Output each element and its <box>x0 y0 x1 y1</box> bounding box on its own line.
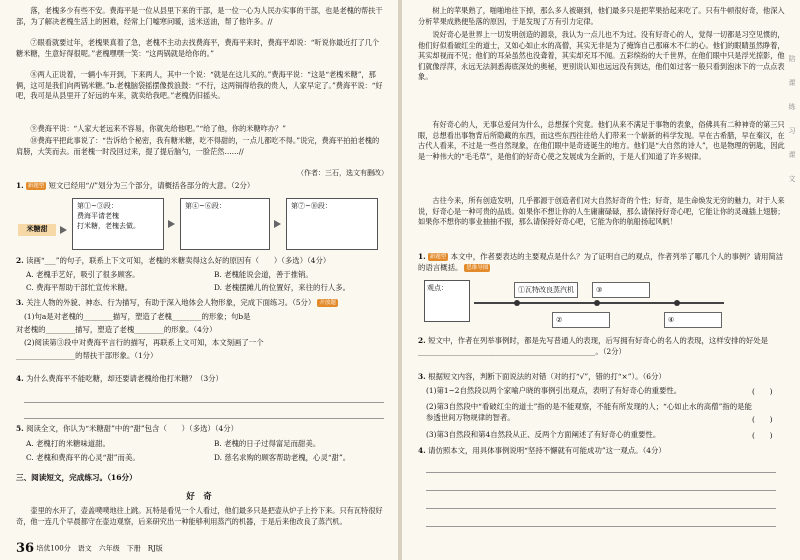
mindmap-box-2[interactable]: 第④~⑥段： <box>180 198 270 250</box>
option-b[interactable]: B. 老槐的日子过得富足而甜美。 <box>214 439 321 448</box>
right-page <box>402 0 800 560</box>
timeline-dot <box>674 300 680 306</box>
option-c[interactable]: C. 老槐和费海平的心灵“甜”而美。 <box>26 453 140 462</box>
paragraph: ⑧两人正说着，一辆小车开到，下来两人，其中一个说：“就是在这儿买的。”费海平说：“这是“老槐米糖”，那俩，这可是我们向两锅米糖。”b.老槐脑袋摇摆像拨浪鼓：“不行，这两锅得给我的贵人，人家早定了。”费海平说：“好吧，我可是从县里开了好远的车来，就卖给我吧。”老槐仍旧摇头。 <box>16 70 383 101</box>
paragraph: 说好奇心是世界上一切发明创造的源泉，我认为一点儿也不为过。没有好奇心的人，觉得一切都是习空见惯的，他们好似看破红尘的道士，又如心如止水的高僧，其实无非是为了掩饰自己那麻木不仁的心。他们的眼睛虽然睁着，其实却视而不见；他们的耳朵虽然也没聋着，其实却充耳不闻。五彩缤纷的大千世界，在他们眼中只是浮光掠影，他们就像浮萍，永远无法洞悉海底深处的奥秘，更别说认知也远远没有到达，他们如过客一般只看到泡沫下的一点点表象。 <box>418 30 785 82</box>
side-strip: 陪 课 练 习 课 文 <box>788 55 796 183</box>
option-c[interactable]: C. 费海平帮助干部忙宣传米糖。 <box>26 283 133 292</box>
answer-line[interactable] <box>24 418 384 419</box>
question-3-line[interactable]: ________________的帮扶干部形象。（1分） <box>16 351 158 360</box>
example-node-2[interactable]: ② <box>552 312 610 328</box>
timeline-dot <box>594 300 600 306</box>
example-node-4[interactable]: ④ <box>664 312 722 328</box>
answer-line[interactable] <box>426 490 776 491</box>
question-3: 3. 根据短文内容，判断下面说法的对错（对的打“√”，错的打“×”）。（6分） <box>418 372 666 381</box>
mindmap-timeline <box>474 302 724 304</box>
viewpoint-box[interactable]: 观点： <box>424 280 470 322</box>
new-type-tag: 新题型 <box>27 183 45 189</box>
passage-title: 好 奇 <box>186 492 212 502</box>
question-3: 3. 关注人物的外貌、神态、行为描写，有助于深入地体会人物形象，完成下面练习。（5分） 开放题 <box>16 298 336 307</box>
mindmap-tag: 思维导图 <box>466 264 489 271</box>
paragraph: 有好奇心的人，无事总爱问为什么，总想探个究竟。他们从来不满足于事物的表象，俗佛具有二种神奇的第三只眼，总想看出事物背后所隐藏的东西，而这些东西往往给人们带来一个崭新的科学发现。早在古希腊，早在秦汉，在古代人看来，不过是一些自然现象，在他们眼中是奇迹诞生的地方。他们是“大自然的诗人”，也是物理的钥匙，因此是一种伟大的“毛毛草”，是他们的好奇心使之发展成为全新的，于是人们知道了许多规律。 <box>418 120 785 161</box>
question-2: 2. 短文中，作者在列举事例时，都是先写普通人的表现，后写拥有好奇心的名人的表现，这样安排的好处是________________________________________________。（2分） <box>418 336 769 356</box>
answer-paren[interactable]: ( ) <box>752 415 773 424</box>
left-page <box>0 0 398 560</box>
timeline-dot <box>514 300 520 306</box>
option-b[interactable]: B. 老槐能说会道，善于推销。 <box>214 270 313 279</box>
mindmap-box-3[interactable]: 第⑦~⑩段： <box>286 198 378 250</box>
paragraph: ⑩费海平把此事说了：“告诉给个秘密，我有糖米糖，吃不得甜的，一点儿都吃不得。”说完，费海平拍拍老槐的肩膀，大笑而去。而老槐一时没回过来，提了提后脑勺，一脸茫然……// <box>16 136 380 156</box>
example-node-3[interactable]: ③ <box>592 282 650 298</box>
arrow-icon <box>60 226 67 234</box>
question-3-line[interactable]: 对老槐的________描写，塑造了老槐________的形象。（4分） <box>16 325 217 334</box>
option-d[interactable]: D. 老槐摆摊儿的位置好，来往的行人多。 <box>214 283 351 292</box>
judgement-item: (1)第1~2自然段以两个家喻户晓的事例引出观点，表明了有好奇心的重要性。 <box>426 386 682 395</box>
example-node-1: ①瓦特改良蒸汽机 <box>514 282 578 298</box>
option-a[interactable]: A. 老槐打的米糖味道甜。 <box>26 439 110 448</box>
question-2: 2. 读画“___”的句子，联系上下文可知，老槐的米糖卖得这么好的原因有（ ）（多选）（4分） <box>16 256 331 265</box>
arrow-icon <box>168 220 175 228</box>
paragraph: 落，老槐多少有些不安。费海平是一位从县里下来的干部，是一位一心为人民办实事的干部，也是老槐的帮扶干部，为了解决老槐生活上的困难，经常上门嘘寒问暖，送米送油，帮了他许多。// <box>16 6 383 26</box>
answer-line[interactable] <box>426 472 776 473</box>
paragraph: ⑦眼看就要过年，老槐果真着了急，老槐不主动去找费海平，费海平来时，费海平却说：“听说你最近打了几个糖米糖，生意好得很呢。”老槐嘿嘿一笑：“这两锅就是给你的。” <box>16 38 380 58</box>
paragraph: ⑨费海平说：“人家大老远来不容易，你就先给他吧。”“给了他，你的米糖咋办？” <box>30 124 286 133</box>
section-heading: 三、阅读短文，完成练习。（16分） <box>16 473 137 482</box>
source-note: （作者：三石，选文有删改） <box>297 169 388 177</box>
question-3-line: (2)阅读第③段中对费海平言行的描写，再联系上文可知，本文刻画了一个 <box>24 338 264 347</box>
arrow-icon <box>274 220 281 228</box>
page-footer <box>16 541 163 556</box>
question-5: 5. 阅读全文，你认为“米糖甜”中的“甜”包含（ ）（多选）（4分） <box>16 424 239 433</box>
question-1: 1. 新题型 短文已经用“//”划分为三个部分，请概括各部分的大意。（2分） <box>16 181 255 190</box>
judgement-item: (2)第3自然段中“看破红尘的道士”指的是不能观察，不能有所发现的人；“心如止水的高僧”指的是能参透世间万物规律的智者。 <box>426 402 752 422</box>
question-3-line[interactable]: (1)句a是对老槐的________描写，塑造了老槐________的形象；句b是 <box>24 312 251 321</box>
question-4: 4. 为什么费海平不能吃糖，却还要请老槐给他打米糖？（3分） <box>16 374 223 383</box>
question-4: 4. 请仿照本文，用具体事例说明“坚持不懈就有可能成功”这一观点。（4分） <box>418 446 666 455</box>
answer-line[interactable] <box>24 402 384 403</box>
mindmap-box-1: 第①~③段： 费海平请老槐 打米糖，老槐去做。 <box>72 198 164 250</box>
option-a[interactable]: A. 老槐手艺好，吸引了很多顾客。 <box>26 270 140 279</box>
paragraph: 壶里的水开了，壶盖噗噗地往上跳。瓦特是看见一个人看过，他们最多只是把壶从炉子上拎下来。只有瓦特很好奇，他一连几个早晨都守在壶边观察，后来研究出一种能够利用蒸汽的机器，于是后来他改良了蒸汽机。 <box>16 506 383 526</box>
option-d[interactable]: D. 慈名求购的顾客帮助老槐，心灵“甜”。 <box>214 453 351 462</box>
question-1: 1. 新题型 本文中，作者要表达的主要观点是什么？为了证明自己的观点，作者列举了哪几个人的事例？请用简洁的语言概括。 思维导图 <box>418 252 784 272</box>
answer-line[interactable] <box>426 526 776 527</box>
page-number: 36 <box>16 541 35 556</box>
answer-paren[interactable]: ( ) <box>752 431 773 440</box>
new-type-tag: 新题型 <box>429 254 447 260</box>
mindmap-start: 米糖甜 <box>18 224 56 236</box>
judgement-item: (3)第3自然段和第4自然段从正、反两个方面阐述了有好奇心的重要性。 <box>426 430 661 439</box>
paragraph: 树上的苹果熟了，啪啪地往下掉，那么多人被砸到，他们最多只是把苹果拾起来吃了。只有牛顿很好奇，他深入分析苹果成熟便坠落的原因，于是发现了万有引力定律。 <box>418 6 785 26</box>
open-tag: 开放题 <box>319 300 336 306</box>
answer-line[interactable] <box>426 508 776 509</box>
paragraph: 古往今来，所有创造发明，几乎都源于创造者们对大自然好奇的个性；好奇，是生命焕发无穷的魅力，对于人来说，好奇心是一种可贵的品质。如果你不想让你的人生庸庸碌碌，那么请保持好奇心吧，它能让你的灵魂插上翅膀；如果你不想你的事业抽抽不振，那么请保持好奇心吧，它能为你的航船扬起风帆！ <box>418 196 785 227</box>
answer-paren[interactable]: ( ) <box>752 387 773 396</box>
book-info: 培优100分 语文 六年级 下册 RJ版 <box>36 544 163 553</box>
